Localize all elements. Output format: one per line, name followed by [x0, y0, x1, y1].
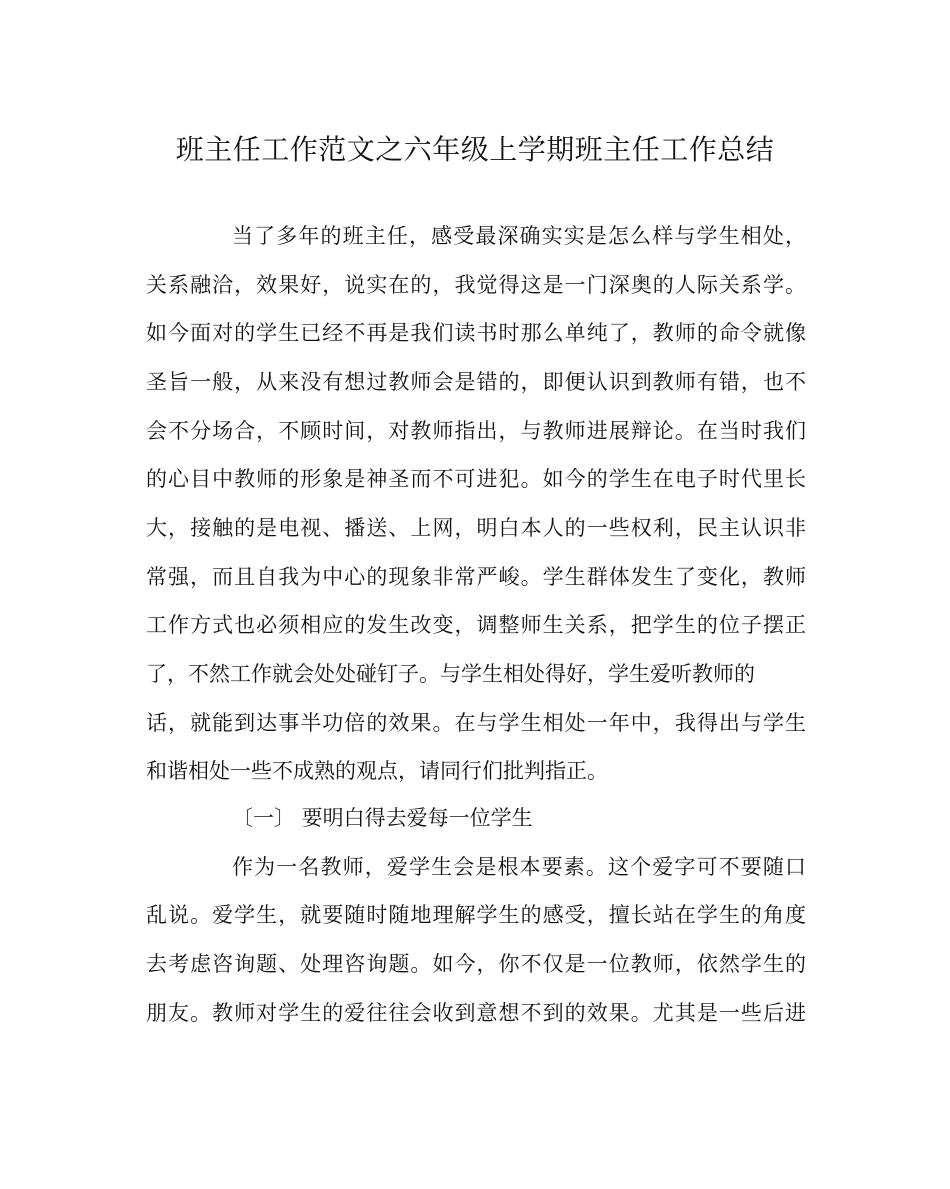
paragraph-1-line-1: 当了多年的班主任，感受最深确实实是怎么样与学生相处，	[232, 224, 806, 248]
paragraph-2-line-1: 作为一名教师，爱学生会是根本要素。这个爱字可不要随口	[232, 855, 806, 879]
paragraph-1-line-5: 会不分场合，不顾时间，对教师指出，与教师进展辩论。在当时我们	[146, 419, 806, 443]
paragraph-1-line-2: 关系融洽，效果好，说实在的，我觉得这是一门深奥的人际关系学。	[146, 273, 806, 297]
document-title: 班主任工作范文之六年级上学期班主任工作总结	[175, 133, 775, 166]
paragraph-1-line-3: 如今面对的学生已经不再是我们读书时那么单纯了，教师的命令就像	[146, 321, 806, 345]
paragraph-1-line-7: 大，接触的是电视、播送、上网，明白本人的一些权利，民主认识非	[146, 516, 806, 540]
paragraph-1-line-4: 圣旨一般，从来没有想过教师会是错的，即便认识到教师有错，也不	[146, 370, 806, 394]
paragraph-1-line-9: 工作方式也必须相应的发生改变，调整师生关系，把学生的位子摆正	[146, 613, 806, 637]
paragraph-1-line-6: 的心目中教师的形象是神圣而不可进犯。如今的学生在电子时代里长	[146, 467, 806, 491]
paragraph-1-line-11: 话，就能到达事半功倍的效果。在与学生相处一年中，我得出与学生	[146, 711, 806, 735]
paragraph-2-line-3: 去考虑咨询题、处理咨询题。如今，你不仅是一位教师，依然学生的	[146, 952, 806, 976]
paragraph-1-line-8: 常强，而且自我为中心的现象非常严峻。学生群体发生了变化，教师	[146, 565, 806, 589]
paragraph-2-line-2: 乱说。爱学生，就要随时随地理解学生的感受，擅长站在学生的角度	[146, 903, 806, 927]
section-1-heading: 〔一〕 要明白得去爱每一位学生	[232, 806, 533, 830]
paragraph-2-line-4: 朋友。教师对学生的爱往往会收到意想不到的效果。尤其是一些后进	[146, 1001, 806, 1025]
paragraph-1-line-10: 了，不然工作就会处处碰钉子。与学生相处得好，学生爱听教师的	[146, 662, 755, 686]
paragraph-1-line-12: 和谐相处一些不成熟的观点，请同行们批判指正。	[146, 759, 608, 783]
